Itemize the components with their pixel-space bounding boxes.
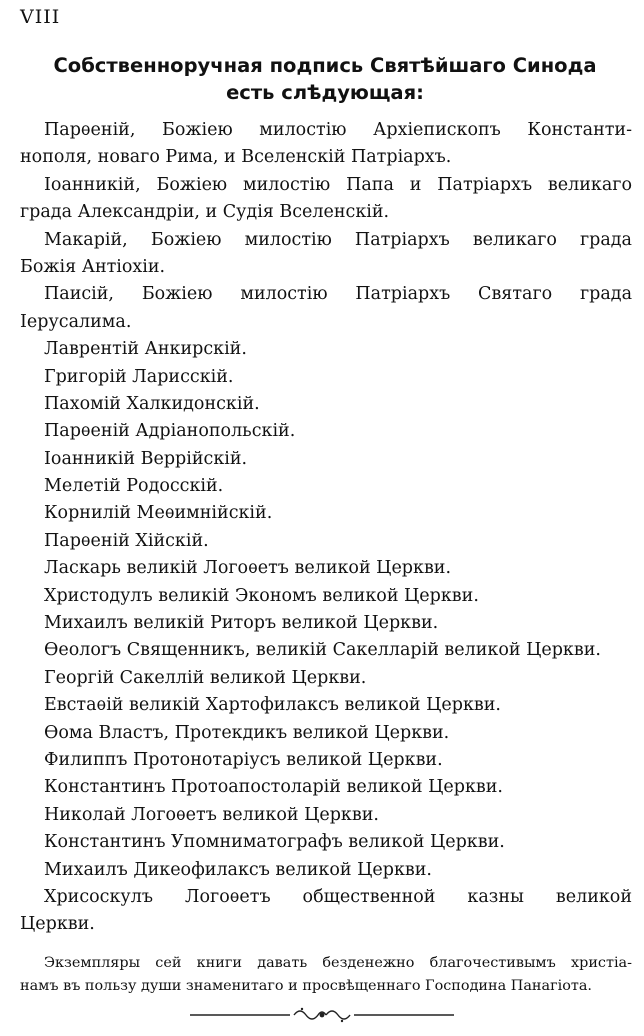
footnote [20,952,632,998]
signature-line: Іерусалима. [20,311,132,332]
signature-entry [20,473,632,500]
signature-entry [20,829,632,856]
signature-line: Іоанникій Веррійскій. [44,448,248,469]
signature-line: Паисій, Божіею милостію Патріархъ Святаго града [44,284,632,305]
signature-entry [20,418,632,445]
signature-entry [20,391,632,418]
heading-line: есть слѣдующая: [226,81,424,104]
signature-entry [20,747,632,774]
signature-entry [20,692,632,719]
signature-entry [20,500,632,527]
heading-line: Собственноручная подпись Святѣйшаго Синода [53,54,597,77]
page-number: VIII [20,6,61,28]
signature-line: Христодулъ великій Экономъ великой Церкви. [44,585,479,606]
signature-line: Іоанникій, Божіею милостію Папа и Патріархъ великаго [44,174,632,195]
signature-line: Ѳома Властъ, Протекдикъ великой Церкви. [44,722,450,743]
signature-entry [20,117,632,172]
section-heading [18,52,632,106]
signature-line: Церкви. [20,914,95,935]
footnote-line: Экземпляры сей книги давать безденежно благочестивымъ христia- [44,955,632,971]
signature-entry [20,528,632,555]
signature-line: Константинъ Протоапостоларій великой Церкви. [44,777,503,798]
signature-line: Макарій, Божіею милостію Патріархъ великаго града [44,229,632,250]
signature-entry [20,884,632,939]
signature-entry [20,583,632,610]
signature-line: Мелетій Родосскій. [44,476,224,497]
signature-line: Михаилъ Дикеофилаксъ великой Церкви. [44,859,432,880]
signature-entry [20,281,632,336]
signature-line: Лаврентій Анкирскій. [44,339,247,360]
signature-line: Парѳеній, Божіею милостію Архіепископъ Константи- [44,120,632,140]
signature-line: Парѳеній Адріанопольскій. [44,421,296,442]
signature-entry [20,172,632,227]
signature-list [20,117,632,939]
signature-entry [20,364,632,391]
signature-line: Филиппъ Протонотаріусъ великой Церкви. [44,749,443,770]
signature-line: града Александріи, и Судія Вселенскій. [20,202,390,223]
signature-line: Григорій Ларисскій. [44,366,234,387]
signature-entry [20,336,632,363]
signature-line: Евстаѳій великій Хартофилаксъ великой Церкви. [44,695,501,716]
signature-entry [20,774,632,801]
signature-entry [20,555,632,582]
signature-line: Георгій Сакеллій великой Церкви. [44,667,367,688]
footnote-line: намъ въ пользу души знаменитаго и просвѣщеннаго Господина Панагіота. [20,978,592,994]
signature-line: Пахомій Халкидонскій. [44,393,260,414]
signature-entry [20,227,632,282]
signature-entry [20,637,632,664]
signature-line: Парѳеній Хійскій. [44,530,209,551]
signature-line: Николай Логоѳетъ великой Церкви. [44,804,379,825]
signature-line: Константинъ Упомниматографъ великой Церкви. [44,832,505,853]
signature-entry [20,720,632,747]
signature-line: Хрисоскулъ Логоѳетъ общественной казны великой [44,886,632,907]
signature-line: Божія Антіохіи. [20,256,166,277]
signature-line: Корнилій Меѳимнійскій. [44,503,273,524]
signature-entry [20,857,632,884]
signature-entry [20,446,632,473]
signature-line: Ѳеологъ Священникъ, великій Сакелларій великой Церкви. [44,640,601,661]
signature-entry [20,802,632,829]
signature-entry [20,610,632,637]
signature-line: нополя, новаго Рима, и Вселенскій Патріархъ. [20,147,452,168]
signature-line: Ласкарь великій Логоѳетъ великой Церкви. [44,558,452,579]
signature-line: Михаилъ великій Ритоpъ великой Церкви. [44,613,439,634]
signature-entry [20,665,632,692]
ornament-rule-icon [190,1005,454,1025]
